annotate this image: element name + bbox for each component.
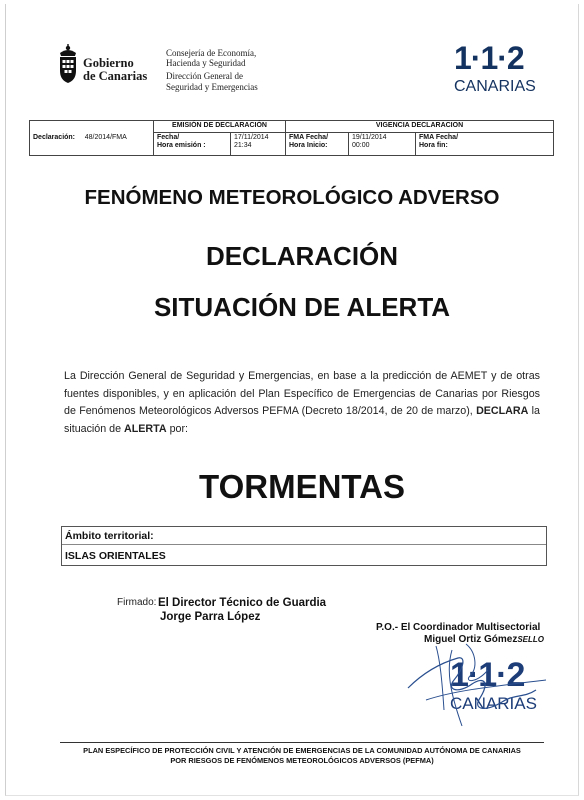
territory-label: Ámbito territorial: bbox=[65, 530, 154, 542]
la-situacion-text: la situación de bbox=[64, 405, 540, 435]
hora-emision-value: 21:34 bbox=[234, 142, 252, 149]
director-name: Jorge Parra López bbox=[160, 611, 261, 623]
title-alert-situation: SITUACIÓN DE ALERTA bbox=[153, 292, 451, 322]
stamp-text: CANARIAS bbox=[450, 694, 537, 713]
dept-line: Consejería de Economía, bbox=[166, 48, 257, 58]
emision-values-cell bbox=[231, 132, 286, 156]
hora-inicio-label: Hora Inicio: bbox=[289, 142, 328, 149]
hora-inicio-value: 00:00 bbox=[352, 142, 370, 149]
vigencia-header: VIGENCIA DECLARACION bbox=[286, 121, 554, 133]
director-title: El Director Técnico de Guardia bbox=[158, 597, 327, 609]
declara-word: DECLARA bbox=[476, 405, 529, 417]
firmado-label: Firmado: bbox=[117, 597, 157, 608]
fma-fecha-label: FMA Fecha/ bbox=[289, 133, 329, 141]
footer-line2: POR RIESGOS DE FENÓMENOS METEOROLÓGICOS ADVERSOS (PEFMA) bbox=[170, 756, 434, 765]
phenomenon-title: TORMENTAS bbox=[199, 468, 405, 505]
footer-plan-text bbox=[60, 742, 544, 766]
dept-line: Dirección General de bbox=[166, 71, 243, 82]
territory-value: ISLAS ORIENTALES bbox=[65, 550, 166, 562]
territory-divider bbox=[62, 544, 546, 545]
hora-fin-label: Hora fin: bbox=[419, 142, 448, 149]
fma-fecha2-label: FMA Fecha/ bbox=[419, 133, 459, 141]
emision-labels-cell bbox=[154, 132, 231, 156]
declaracion-label: Declaración: bbox=[33, 133, 76, 141]
por-text: por: bbox=[169, 422, 188, 435]
vigencia-labels-cell bbox=[286, 132, 349, 156]
alerta-word: ALERTA bbox=[124, 422, 167, 435]
coat-of-arms-icon bbox=[56, 44, 80, 86]
fecha-value: 17/11/2014 bbox=[234, 133, 269, 141]
title-declaration: DECLARACIÓN bbox=[205, 241, 399, 271]
director-signature bbox=[158, 596, 326, 624]
112-logo-text: CANARIAS bbox=[454, 78, 536, 95]
declaracion-value: 48/2014/FMA bbox=[84, 133, 127, 141]
vigencia-values-cell bbox=[349, 132, 416, 156]
department-block bbox=[166, 48, 258, 92]
territory-box bbox=[61, 526, 547, 566]
declaration-paragraph bbox=[64, 368, 540, 438]
112-canarias-logo bbox=[450, 40, 542, 100]
coordinator-name: Miguel Ortiz Gómez bbox=[424, 634, 518, 645]
sello-label: SELLO bbox=[517, 635, 545, 644]
paragraph-text: La Dirección General de Seguridad y Emergencias, en base a la predicción de AEMET y de otras fuentes disponibles, y en aplicación del Plan Específico de Emergencias de Canarias por Riesgos de Fenómenos Meteorológicos Adversos PEFMA (Decreto 18/2014, de 20 de marzo), bbox=[64, 370, 540, 417]
gobierno-canarias-logo bbox=[56, 44, 166, 88]
fecha-label: Fecha/ bbox=[157, 133, 180, 141]
112-logo-number: 1·1·2 bbox=[454, 40, 524, 76]
dept-line: Hacienda y Seguridad bbox=[166, 58, 246, 69]
title-phenomenon-type: FENÓMENO METEOROLÓGICO ADVERSO bbox=[84, 186, 500, 209]
fma-fecha-value: 19/11/2014 bbox=[352, 133, 387, 141]
hora-emision-label: Hora emisión : bbox=[157, 142, 206, 149]
coordinator-title: P.O.- El Coordinador Multisectorial bbox=[376, 622, 541, 633]
declaracion-cell bbox=[30, 121, 154, 156]
footer-line1: PLAN ESPECÍFICO DE PROTECCIÓN CIVIL Y ATENCIÓN DE EMERGENCIAS DE LA COMUNIDAD AUTÓNOMA DE CANARIAS bbox=[83, 746, 521, 755]
handwritten-signature-icon bbox=[406, 640, 556, 732]
112-stamp-with-signature bbox=[406, 640, 556, 732]
gobierno-line1: Gobierno bbox=[83, 56, 134, 70]
gobierno-line2: de Canarias bbox=[83, 69, 148, 83]
declaration-info-table bbox=[29, 120, 554, 156]
emision-header: EMISIÓN DE DECLARACIÓN bbox=[154, 121, 286, 133]
dept-line: Seguridad y Emergencias bbox=[166, 81, 258, 92]
vigencia-end-cell bbox=[416, 132, 554, 156]
stamp-number: 1·1·2 bbox=[450, 656, 525, 694]
